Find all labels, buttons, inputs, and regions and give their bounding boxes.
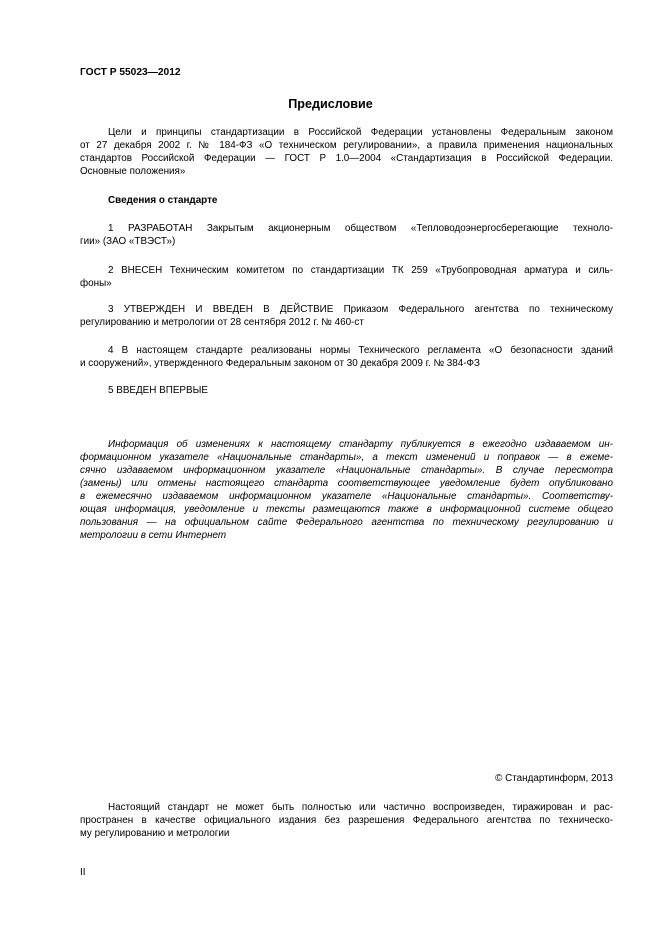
item-line: регулированию и метрологии от 28 сентября 2012 г. № 460-ст: [80, 317, 364, 328]
notice-line: сячно издаваемом информационном указателе «Национальные стандарты». В случае пересмотра: [80, 465, 613, 476]
item-2: [80, 264, 613, 290]
notice-line: пространен в качестве официального издания без разрешения Федерального агентства по техническо-: [80, 815, 613, 826]
standard-id: ГОСТ Р 55023—2012: [80, 67, 181, 78]
page-number: II: [80, 867, 86, 878]
notice-line: формационном указателе «Национальные стандарты», а текст изменений и поправок — в ежеме-: [80, 452, 613, 463]
item-5: [80, 384, 613, 397]
item-line: и сооружений», утвержденного Федеральным законом от 30 декабря 2009 г. № 384-ФЗ: [80, 358, 481, 369]
notice-line: (замены) или отмены настоящего стандарта соответствующее уведомление будет опубликовано: [80, 478, 613, 489]
notice-line: пользования — на официальном сайте Федерального агентства по техническому регулированию и: [80, 517, 613, 528]
notice-line: му регулированию и метрологии: [80, 828, 230, 839]
item-line: 2 ВНЕСЕН Техническим комитетом по стандартизации ТК 259 «Трубопроводная арматура и силь-: [108, 265, 613, 276]
item-line: 5 ВВЕДЕН ВПЕРВЫЕ: [108, 385, 208, 396]
intro-paragraph: [80, 126, 613, 178]
item-line: фоны»: [80, 278, 112, 289]
intro-line: стандартов Российской Федерации — ГОСТ Р 1.0—2004 «Стандартизация в Российской Федерации.: [80, 153, 613, 164]
intro-line: Основные положения»: [80, 166, 186, 177]
item-line: 4 В настоящем стандарте реализованы нормы Технического регламента «О безопасности зданий: [108, 345, 613, 356]
page-title: Предисловие: [288, 97, 373, 111]
notice-line: в ежемесячно издаваемом информационном указателе «Национальные стандарты». Соответству-: [80, 491, 613, 502]
item-4: [80, 344, 613, 370]
about-standard-heading: Сведения о стандарте: [108, 195, 218, 206]
reproduction-notice: [80, 801, 613, 840]
item-line: гии» (ЗАО «ТВЭСТ»): [80, 236, 176, 247]
notice-line: Информация об изменениях к настоящему стандарту публикуется в ежегодно издаваемом ин-: [108, 439, 613, 450]
intro-line: от 27 декабря 2002 г. № 184-ФЗ «О техническом регулировании», а правила применения национальных: [80, 140, 613, 151]
intro-line: Цели и принципы стандартизации в Российской Федерации установлены Федеральным законом: [108, 127, 613, 138]
notice-line: метрологии в сети Интернет: [80, 530, 227, 541]
copyright-notice: © Стандартинформ, 2013: [495, 773, 613, 784]
notice-line: ющая информация, уведомление и тексты размещаются также в информационной системе общего: [80, 504, 613, 515]
notice-line: Настоящий стандарт не может быть полностью или частично воспроизведен, тиражирован и рас-: [108, 802, 613, 813]
item-1: [80, 222, 613, 248]
item-3: [80, 303, 613, 329]
item-line: 1 РАЗРАБОТАН Закрытым акционерным обществом «Тепловодоэнергосберегающие техноло-: [108, 223, 613, 234]
item-line: 3 УТВЕРЖДЕН И ВВЕДЕН В ДЕЙСТВИЕ Приказом Федерального агентства по техническому: [108, 304, 613, 315]
info-notice: [80, 438, 613, 542]
